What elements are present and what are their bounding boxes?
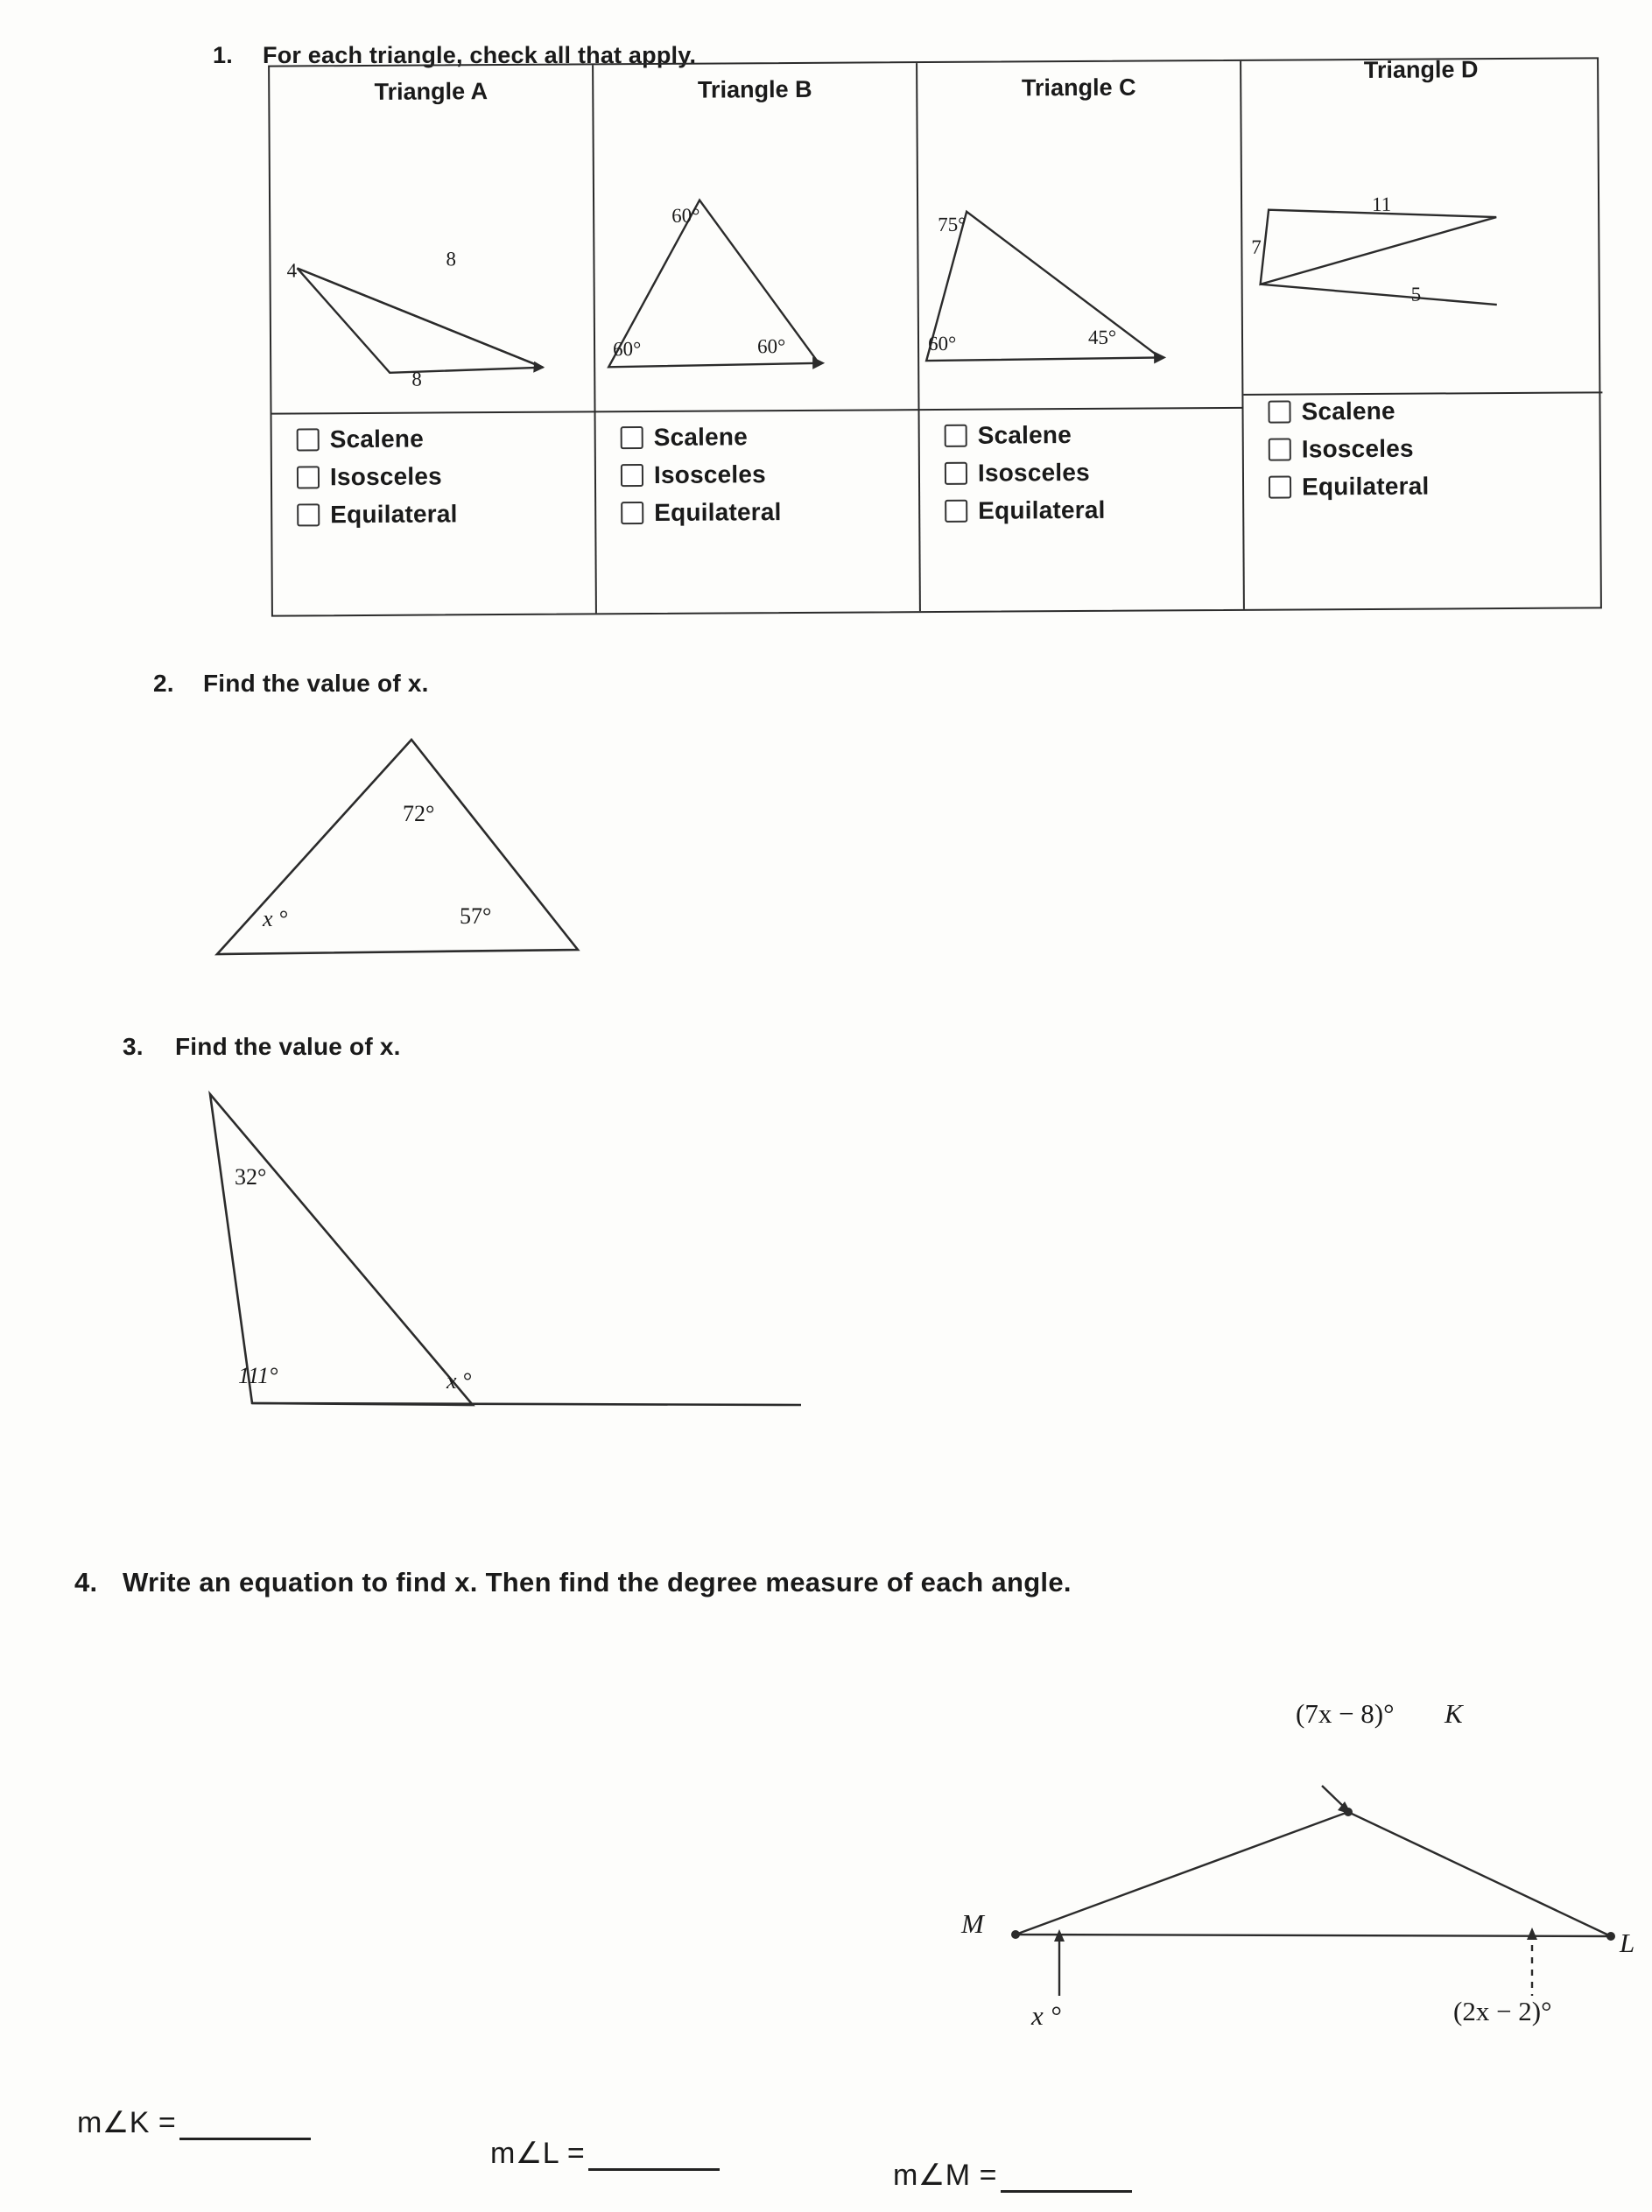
question-3-prompt: Find the value of x. (175, 1033, 401, 1060)
question-1-number: 1. (213, 42, 233, 68)
checkbox-icon[interactable] (1268, 401, 1290, 424)
option-equilateral[interactable] (621, 498, 782, 527)
question-3-number: 3. (123, 1033, 144, 1060)
q4-vertex-k-label: K (1445, 1698, 1463, 1729)
option-scalene[interactable] (945, 421, 1106, 450)
triangle-c-label-0: 75° (938, 213, 967, 235)
column-divider (920, 407, 1242, 411)
q3-angle-label-0: 32° (235, 1164, 267, 1190)
option-label: Equilateral (654, 498, 782, 526)
triangle-c-label-2: 45° (1087, 326, 1117, 348)
q3-angle-label-1: 111° (238, 1363, 278, 1388)
option-label: Isosceles (653, 460, 766, 488)
option-label: Scalene (653, 423, 749, 451)
triangle-a-label-2: 8 (411, 368, 422, 390)
option-label: Scalene (1301, 397, 1395, 425)
option-isosceles[interactable] (1269, 435, 1430, 464)
answer-blank[interactable] (588, 2142, 720, 2171)
q4-angle-m-expression: x ° (1031, 2000, 1061, 2031)
option-scalene[interactable] (1268, 397, 1429, 426)
option-label: Scalene (977, 421, 1072, 449)
triangle-d-svg (1241, 94, 1602, 358)
answer-label: m∠L = (490, 2137, 586, 2170)
q2-angle-label-1: x ° (263, 906, 288, 931)
checkbox-icon[interactable] (297, 466, 320, 488)
question-1-prompt: For each triangle, check all that apply. (263, 42, 697, 68)
triangle-c-options (945, 421, 1106, 535)
question-4-svg (919, 1733, 1620, 2022)
q2-angle-label-0: 72° (403, 801, 435, 826)
option-label: Isosceles (329, 462, 442, 491)
triangle-d-figure (1241, 94, 1602, 384)
triangle-d-options (1268, 397, 1429, 511)
option-isosceles[interactable] (621, 460, 782, 489)
question-2-number: 2. (153, 670, 174, 697)
triangle-c-svg (917, 114, 1243, 378)
triangle-b-label-0: 60° (671, 204, 700, 227)
question-2-svg (193, 718, 604, 972)
column-divider (1243, 391, 1602, 396)
table-column-triangle-d (1241, 56, 1604, 608)
answer-m-angle-l[interactable] (490, 2136, 720, 2171)
option-label: Scalene (329, 425, 425, 453)
triangle-a-svg (270, 117, 595, 382)
answer-blank[interactable] (1001, 2164, 1132, 2193)
column-header: Triangle B (697, 75, 812, 103)
option-label: Isosceles (977, 458, 1090, 487)
checkbox-icon[interactable] (621, 426, 643, 449)
triangle-d-label-0: 11 (1372, 193, 1392, 215)
triangle-a-options (297, 425, 458, 538)
q4-angle-k-expression: (7x − 8)° (1296, 1698, 1395, 1729)
q3-angle-label-2: x ° (446, 1368, 472, 1394)
option-label: Equilateral (1301, 472, 1430, 501)
table-column-triangle-c (917, 61, 1245, 611)
answer-label: m∠M = (893, 2159, 997, 2192)
triangle-c-label-1: 60° (927, 332, 957, 355)
option-equilateral[interactable] (1269, 473, 1430, 502)
q4-vertex-l-label: L (1620, 1928, 1635, 1958)
question-4-prompt: Write an equation to find x. Then find the degree measure of each angle. (123, 1567, 1072, 1598)
option-scalene[interactable] (297, 425, 458, 453)
column-header: Triangle C (1021, 74, 1136, 102)
triangle-b-label-1: 60° (613, 338, 642, 361)
q2-angle-label-2: 57° (460, 903, 492, 929)
answer-blank[interactable] (179, 2111, 311, 2140)
triangle-classification-table (268, 57, 1602, 616)
option-isosceles[interactable] (945, 459, 1106, 488)
column-header: Triangle D (1363, 56, 1479, 84)
question-4-figure (919, 1698, 1635, 2031)
question-2-figure (193, 718, 604, 972)
q4-vertex-m-label: M (961, 1908, 984, 1939)
question-3-svg (201, 1081, 805, 1431)
answer-m-angle-m[interactable] (893, 2158, 1132, 2193)
column-divider (272, 411, 594, 414)
triangle-b-options (621, 423, 782, 537)
option-scalene[interactable] (621, 423, 782, 452)
checkbox-icon[interactable] (297, 503, 320, 526)
q4-angle-l-expression: (2x − 2)° (1453, 1996, 1552, 2026)
checkbox-icon[interactable] (945, 500, 967, 523)
answer-label: m∠K = (77, 2106, 177, 2139)
triangle-d-label-1: 7 (1251, 235, 1262, 258)
triangle-b-figure (594, 116, 917, 406)
triangle-d-label-2: 5 (1410, 283, 1422, 305)
option-equilateral[interactable] (297, 500, 458, 529)
triangle-c-figure (917, 114, 1241, 404)
checkbox-icon[interactable] (621, 464, 643, 487)
checkbox-icon[interactable] (621, 502, 643, 524)
checkbox-icon[interactable] (1269, 439, 1291, 461)
checkbox-icon[interactable] (297, 428, 320, 451)
triangle-b-label-2: 60° (756, 335, 786, 358)
checkbox-icon[interactable] (945, 462, 967, 485)
option-label: Equilateral (978, 495, 1106, 524)
checkbox-icon[interactable] (945, 425, 967, 447)
option-equilateral[interactable] (945, 496, 1106, 525)
triangle-a-label-0: 4 (286, 259, 298, 282)
option-label: Isosceles (1301, 434, 1414, 463)
table-column-triangle-b (594, 63, 921, 613)
option-label: Equilateral (330, 500, 458, 529)
checkbox-icon[interactable] (1269, 476, 1291, 499)
column-divider (596, 409, 918, 412)
option-isosceles[interactable] (297, 462, 458, 491)
question-3-figure (201, 1081, 805, 1431)
question-2-prompt: Find the value of x. (203, 670, 429, 697)
table-column-triangle-a (270, 65, 597, 614)
triangle-a-figure (270, 117, 594, 408)
column-header: Triangle A (374, 78, 489, 105)
triangle-a-label-1: 8 (446, 248, 457, 270)
answer-m-angle-k[interactable] (77, 2105, 311, 2140)
question-4-number: 4. (74, 1567, 98, 1598)
